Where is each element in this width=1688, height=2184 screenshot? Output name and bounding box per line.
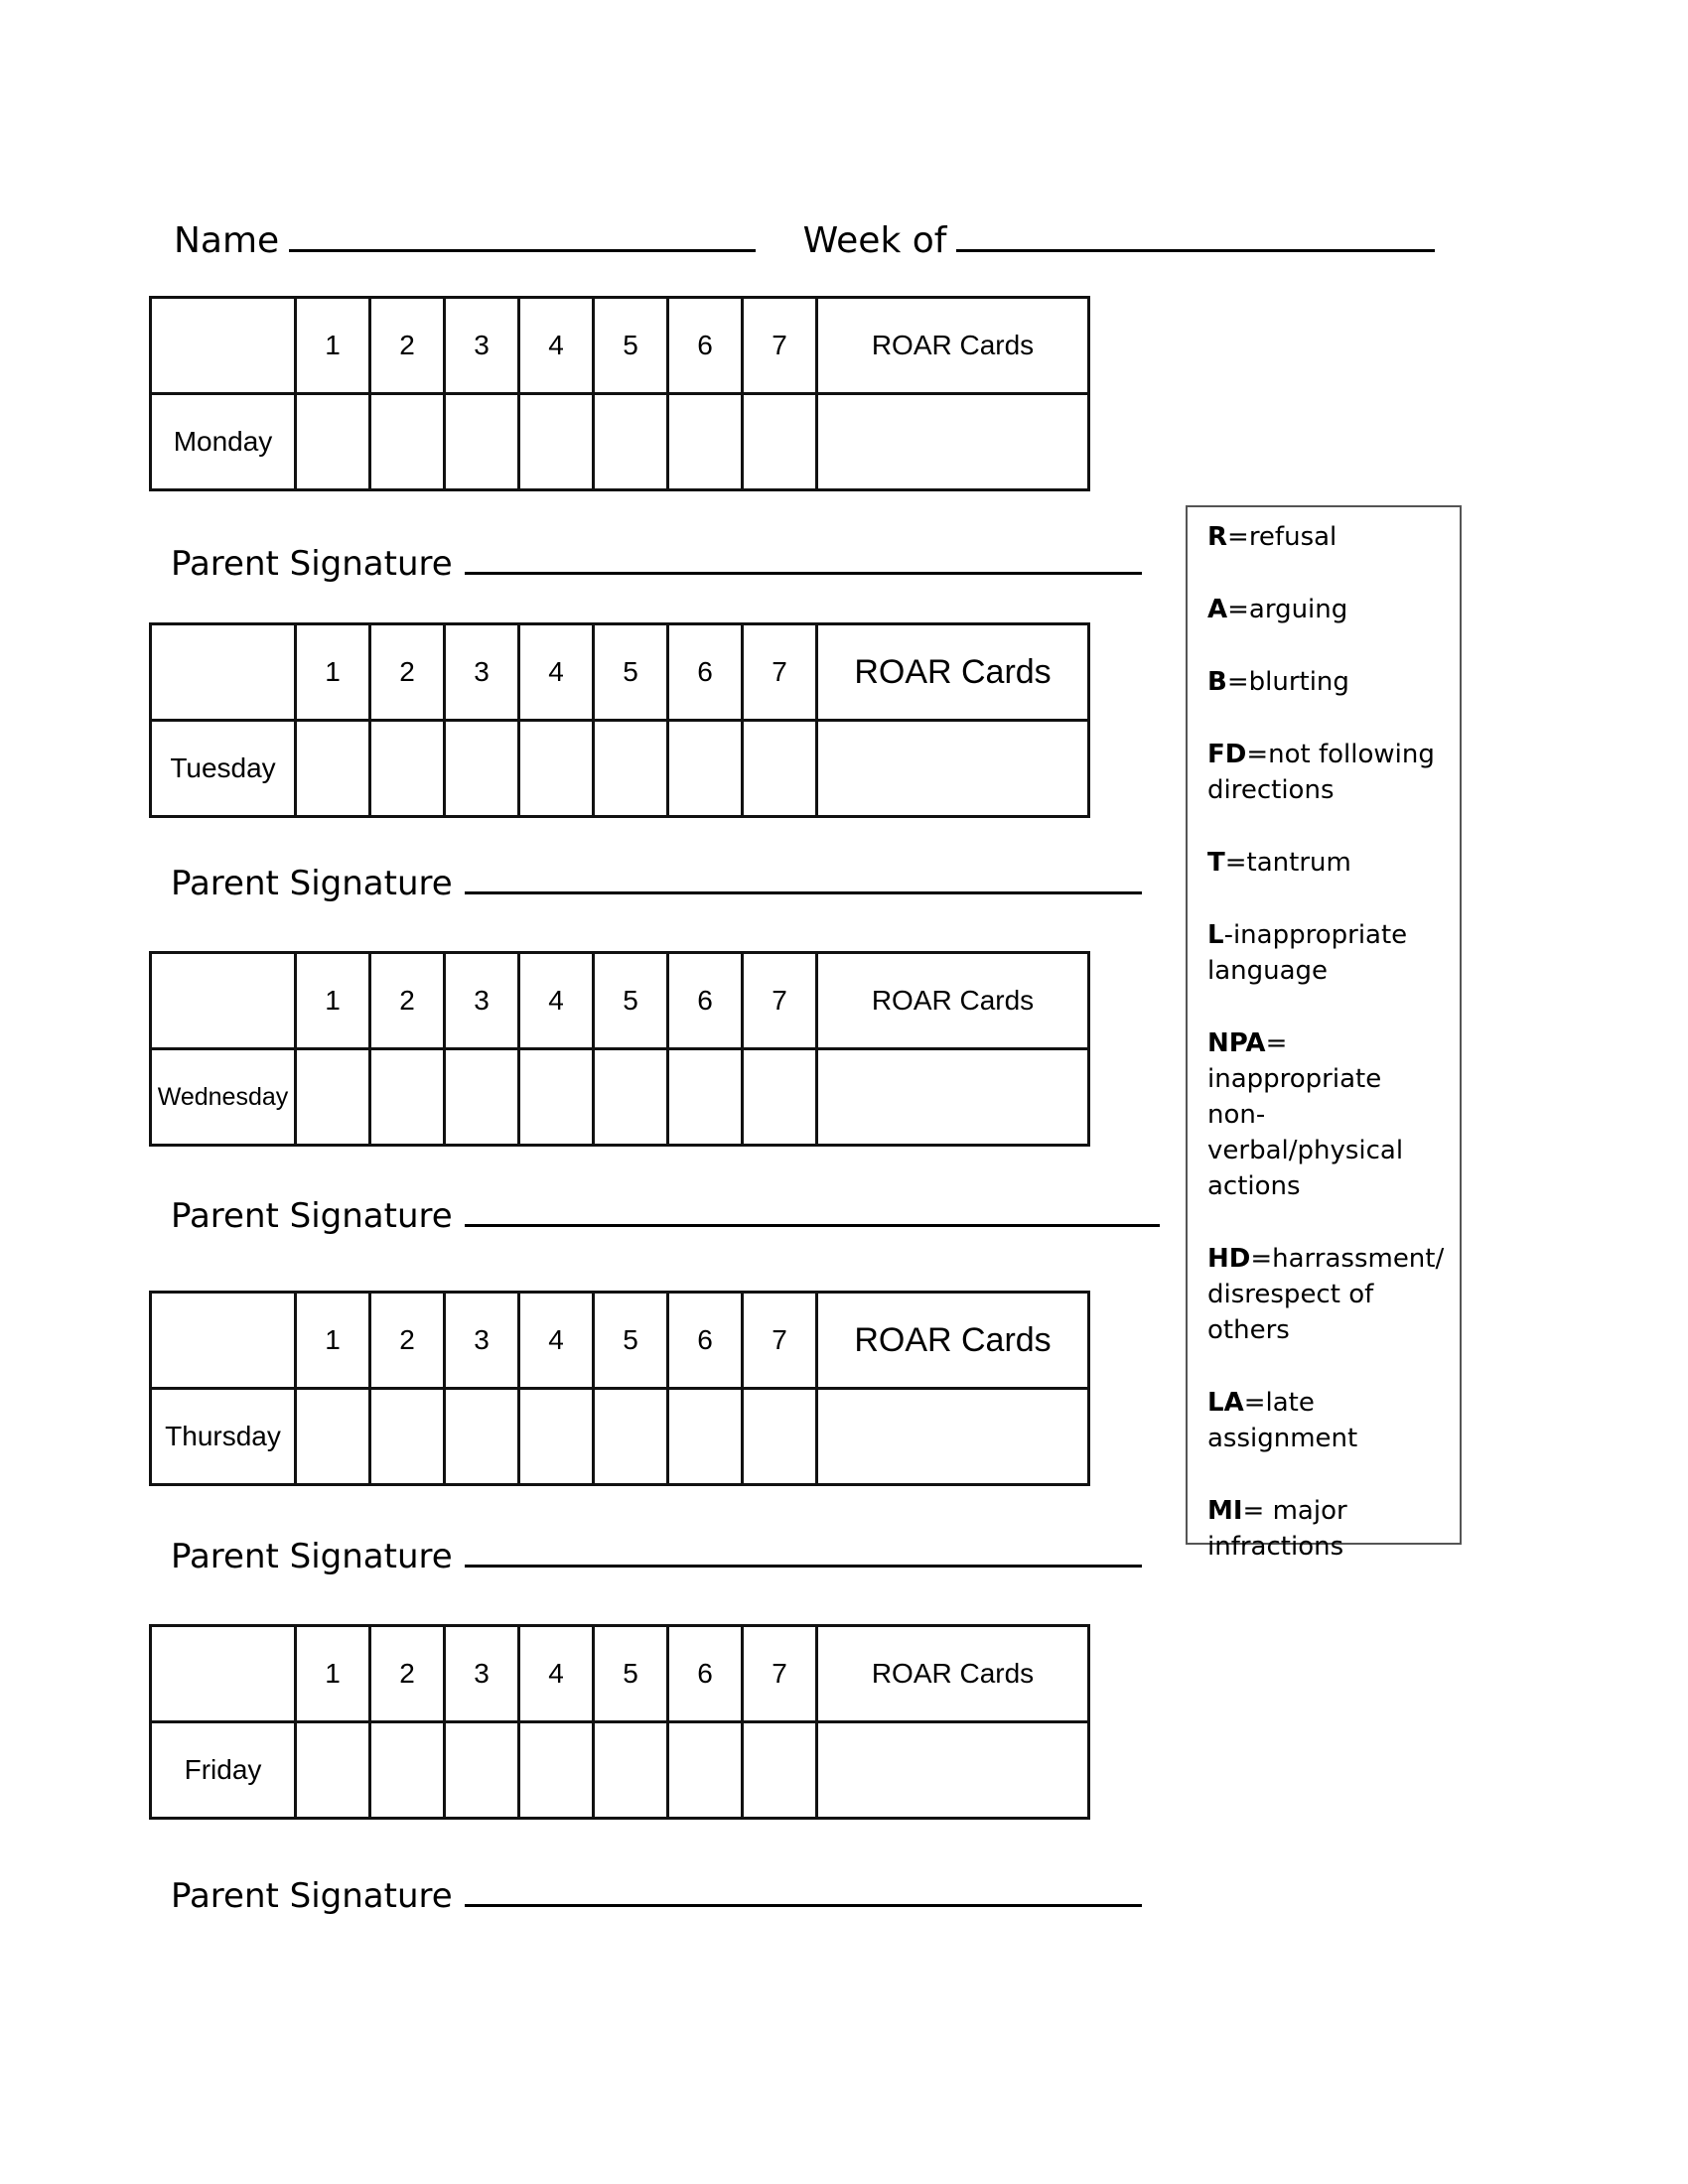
parent-signature-wednesday — [171, 1190, 1160, 1236]
legend-item — [1207, 592, 1442, 627]
week-of-field[interactable] — [956, 213, 1435, 252]
period-cell[interactable] — [668, 1049, 743, 1146]
period-header: 2 — [370, 624, 445, 721]
day-label: Wednesday — [151, 1049, 296, 1146]
roar-cards-header: ROAR Cards — [817, 1293, 1089, 1389]
roar-cards-header: ROAR Cards — [817, 298, 1089, 394]
period-header: 2 — [370, 1293, 445, 1389]
period-header: 6 — [668, 298, 743, 394]
corner-cell — [151, 624, 296, 721]
period-cell[interactable] — [519, 1049, 594, 1146]
legend-item — [1207, 519, 1442, 555]
legend-item — [1207, 664, 1442, 700]
period-header: 3 — [445, 953, 519, 1049]
legend-item — [1207, 845, 1442, 881]
period-header: 2 — [370, 953, 445, 1049]
period-header: 1 — [296, 624, 370, 721]
corner-cell — [151, 1626, 296, 1722]
table-row — [151, 721, 1089, 817]
name-field[interactable] — [289, 213, 756, 252]
legend-text: =harrassment/ disrespect of others — [1207, 1244, 1445, 1345]
period-header: 1 — [296, 953, 370, 1049]
period-cell[interactable] — [668, 721, 743, 817]
period-header: 1 — [296, 298, 370, 394]
roar-cards-cell[interactable] — [817, 1389, 1089, 1485]
day-table-monday — [149, 296, 1090, 491]
period-header: 4 — [519, 1626, 594, 1722]
table-header-row — [151, 1626, 1089, 1722]
period-cell[interactable] — [296, 1722, 370, 1819]
parent-signature-label: Parent Signature — [171, 544, 453, 584]
day-label: Monday — [151, 394, 296, 490]
day-label: Thursday — [151, 1389, 296, 1485]
legend-code: L — [1207, 920, 1224, 950]
period-cell[interactable] — [445, 1389, 519, 1485]
period-header: 5 — [594, 624, 668, 721]
period-cell[interactable] — [445, 1722, 519, 1819]
roar-cards-cell[interactable] — [817, 721, 1089, 817]
day-table-thursday — [149, 1291, 1090, 1486]
roar-cards-cell[interactable] — [817, 394, 1089, 490]
period-header: 4 — [519, 624, 594, 721]
period-cell[interactable] — [519, 721, 594, 817]
period-header: 3 — [445, 624, 519, 721]
table-row — [151, 1389, 1089, 1485]
legend-code: R — [1207, 522, 1228, 552]
period-cell[interactable] — [743, 1389, 817, 1485]
table-header-row — [151, 298, 1089, 394]
parent-signature-label: Parent Signature — [171, 864, 453, 903]
table-header-row — [151, 1293, 1089, 1389]
period-cell[interactable] — [296, 394, 370, 490]
period-cell[interactable] — [668, 1722, 743, 1819]
legend-text: =refusal — [1227, 522, 1337, 552]
period-header: 6 — [668, 1293, 743, 1389]
period-cell[interactable] — [296, 1389, 370, 1485]
table-header-row — [151, 953, 1089, 1049]
parent-signature-tuesday — [171, 858, 1142, 903]
parent-signature-field[interactable] — [465, 538, 1142, 575]
period-header: 2 — [370, 298, 445, 394]
parent-signature-thursday — [171, 1531, 1142, 1576]
period-header: 1 — [296, 1293, 370, 1389]
legend-code: NPA — [1207, 1028, 1266, 1058]
period-cell[interactable] — [743, 1722, 817, 1819]
day-label: Tuesday — [151, 721, 296, 817]
period-cell[interactable] — [296, 721, 370, 817]
legend-text: =late assignment — [1207, 1388, 1358, 1453]
period-cell[interactable] — [296, 1049, 370, 1146]
roar-cards-header: ROAR Cards — [817, 953, 1089, 1049]
parent-signature-field[interactable] — [465, 1870, 1142, 1907]
roar-cards-header: ROAR Cards — [817, 624, 1089, 721]
parent-signature-field[interactable] — [465, 1190, 1160, 1227]
period-cell[interactable] — [370, 1722, 445, 1819]
period-cell[interactable] — [594, 1722, 668, 1819]
period-cell[interactable] — [743, 394, 817, 490]
legend-text: = major infractions — [1207, 1496, 1347, 1562]
period-header: 6 — [668, 624, 743, 721]
legend-item — [1207, 1241, 1445, 1348]
parent-signature-label: Parent Signature — [171, 1537, 453, 1576]
legend-code: B — [1207, 667, 1227, 697]
parent-signature-monday — [171, 538, 1142, 584]
name-label: Name — [174, 220, 280, 261]
period-cell[interactable] — [743, 1049, 817, 1146]
table-header-row — [151, 624, 1089, 721]
period-header: 4 — [519, 1293, 594, 1389]
period-header: 7 — [743, 1626, 817, 1722]
period-header: 7 — [743, 953, 817, 1049]
legend-item — [1207, 1493, 1442, 1565]
legend-item — [1207, 917, 1442, 989]
day-table-wednesday — [149, 951, 1090, 1147]
roar-cards-cell[interactable] — [817, 1049, 1089, 1146]
table-row — [151, 1722, 1089, 1819]
legend-text: -inappropriate language — [1207, 920, 1408, 986]
period-cell[interactable] — [668, 394, 743, 490]
parent-signature-field[interactable] — [465, 858, 1142, 894]
period-cell[interactable] — [519, 1389, 594, 1485]
period-header: 7 — [743, 1293, 817, 1389]
period-header: 1 — [296, 1626, 370, 1722]
period-cell[interactable] — [519, 394, 594, 490]
legend-text: =blurting — [1226, 667, 1349, 697]
parent-signature-label: Parent Signature — [171, 1196, 453, 1236]
period-cell[interactable] — [370, 721, 445, 817]
legend-text: =arguing — [1227, 595, 1348, 624]
period-cell[interactable] — [519, 1722, 594, 1819]
period-cell[interactable] — [594, 1049, 668, 1146]
period-header: 7 — [743, 624, 817, 721]
period-header: 6 — [668, 953, 743, 1049]
legend-code: A — [1207, 595, 1228, 624]
period-header: 5 — [594, 1293, 668, 1389]
behavior-code-legend — [1186, 505, 1462, 1562]
period-header: 4 — [519, 953, 594, 1049]
period-cell[interactable] — [594, 721, 668, 817]
period-cell[interactable] — [445, 394, 519, 490]
legend-item — [1207, 1385, 1442, 1456]
header — [174, 213, 1435, 261]
period-header: 3 — [445, 1626, 519, 1722]
legend-text: =tantrum — [1224, 848, 1351, 878]
period-cell[interactable] — [370, 394, 445, 490]
parent-signature-field[interactable] — [465, 1531, 1142, 1568]
period-cell[interactable] — [594, 394, 668, 490]
legend-text: = inappropriate non-verbal/physical actions — [1207, 1028, 1404, 1201]
period-header: 2 — [370, 1626, 445, 1722]
legend-code: T — [1207, 848, 1225, 878]
period-header: 5 — [594, 953, 668, 1049]
period-header: 5 — [594, 298, 668, 394]
table-row — [151, 1049, 1089, 1146]
parent-signature-label: Parent Signature — [171, 1876, 453, 1916]
period-header: 4 — [519, 298, 594, 394]
period-header: 3 — [445, 1293, 519, 1389]
period-header: 6 — [668, 1626, 743, 1722]
week-of-label: Week of — [802, 220, 947, 261]
period-cell[interactable] — [743, 721, 817, 817]
day-label: Friday — [151, 1722, 296, 1819]
roar-cards-cell[interactable] — [817, 1722, 1089, 1819]
legend-code: MI — [1207, 1496, 1243, 1526]
legend-item — [1207, 1025, 1442, 1204]
legend-text: =not following directions — [1207, 740, 1435, 805]
period-header: 3 — [445, 298, 519, 394]
parent-signature-friday — [171, 1870, 1142, 1916]
table-row — [151, 394, 1089, 490]
legend-code: HD — [1207, 1244, 1251, 1274]
period-cell[interactable] — [594, 1389, 668, 1485]
legend-item — [1207, 737, 1442, 808]
period-cell[interactable] — [370, 1049, 445, 1146]
day-table-friday — [149, 1624, 1090, 1820]
period-header: 7 — [743, 298, 817, 394]
legend-code: LA — [1207, 1388, 1244, 1418]
day-table-tuesday — [149, 622, 1090, 818]
corner-cell — [151, 953, 296, 1049]
period-cell[interactable] — [445, 721, 519, 817]
period-cell[interactable] — [370, 1389, 445, 1485]
corner-cell — [151, 1293, 296, 1389]
period-cell[interactable] — [668, 1389, 743, 1485]
roar-cards-header: ROAR Cards — [817, 1626, 1089, 1722]
corner-cell — [151, 298, 296, 394]
legend-code: FD — [1207, 740, 1247, 769]
period-header: 5 — [594, 1626, 668, 1722]
period-cell[interactable] — [445, 1049, 519, 1146]
